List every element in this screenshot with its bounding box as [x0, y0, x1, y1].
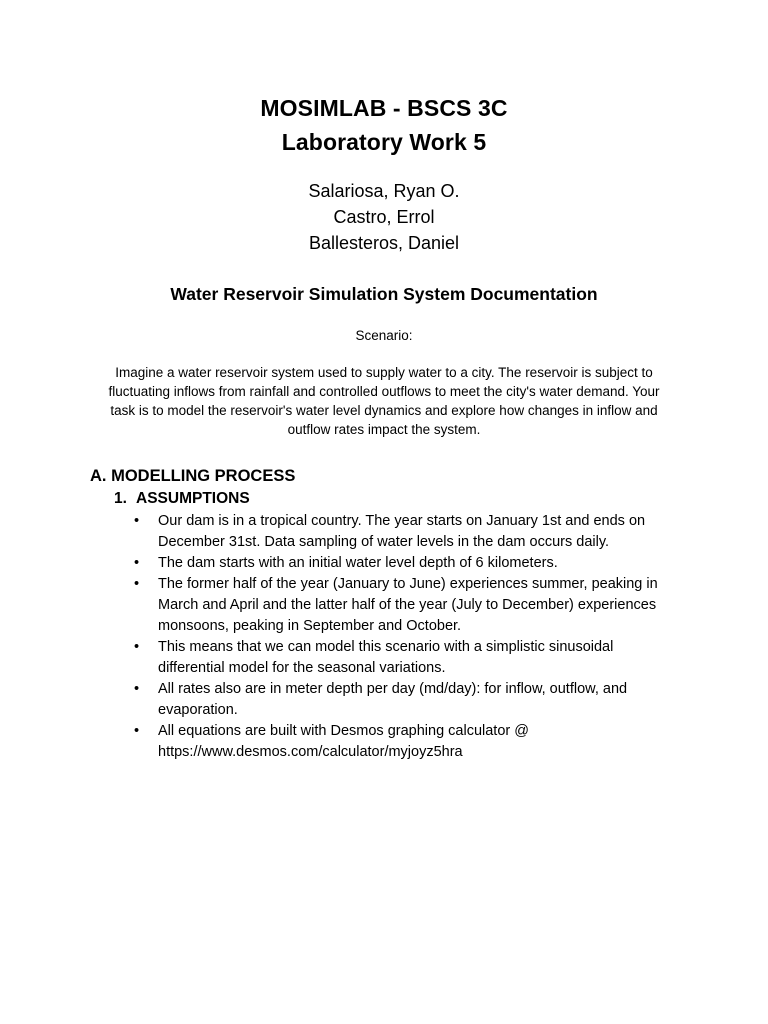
assumptions-list [134, 511, 674, 763]
list-item-text: All equations are built with Desmos graphing calculator @ https://www.desmos.com/calculator/myjoyz5hra [158, 723, 529, 760]
list-item [134, 574, 674, 637]
list-item-text: The former half of the year (January to June) experiences summer, peaking in March and April and the latter half of the year (July to December) experiences monsoons, peaking in September and October. [158, 576, 658, 634]
bullet-icon: • [134, 723, 140, 739]
list-item [134, 679, 674, 721]
subsection-heading [114, 489, 250, 509]
scenario-paragraph: Imagine a water reservoir system used to supply water to a city. The reservoir is subject to fluctuating inflows from rainfall and controlled outflows to meet the city's water demand. Your task is to model the reservoir's water level dynamics and explore how changes in inflow and outflow rates impact the system. [108, 365, 660, 437]
list-item-text: The dam starts with an initial water level depth of 6 kilometers. [158, 555, 558, 571]
list-item-text: All rates also are in meter depth per day (md/day): for inflow, outflow, and evaporation. [158, 681, 628, 718]
document-title: MOSIMLAB - BSCS 3C [260, 95, 508, 121]
document-subtitle: Laboratory Work 5 [281, 129, 487, 155]
author-name: Salariosa, Ryan O. [308, 181, 460, 201]
author-name: Ballesteros, Daniel [308, 233, 460, 253]
bullet-icon: • [134, 639, 140, 655]
section-heading: A. MODELLING PROCESS [90, 467, 296, 485]
subsection-number: 1. [114, 490, 127, 507]
bullet-icon: • [134, 576, 140, 592]
list-item [134, 721, 674, 763]
bullet-icon: • [134, 555, 140, 571]
author-name: Castro, Errol [333, 207, 435, 227]
list-item [134, 553, 674, 574]
list-item [134, 637, 674, 679]
list-item-text: Our dam is in a tropical country. The year starts on January 1st and ends on December 31st. Data sampling of water levels in the dam occurs daily. [158, 513, 646, 550]
scenario-label: Scenario: [355, 328, 413, 343]
subsection-title: ASSUMPTIONS [136, 490, 250, 507]
list-item-text: This means that we can model this scenario with a simplistic sinusoidal differential model for the seasonal variations. [158, 639, 614, 676]
list-item [134, 511, 674, 553]
bullet-icon: • [134, 681, 140, 697]
documentation-heading: Water Reservoir Simulation System Documentation [170, 284, 598, 304]
bullet-icon: • [134, 513, 140, 529]
